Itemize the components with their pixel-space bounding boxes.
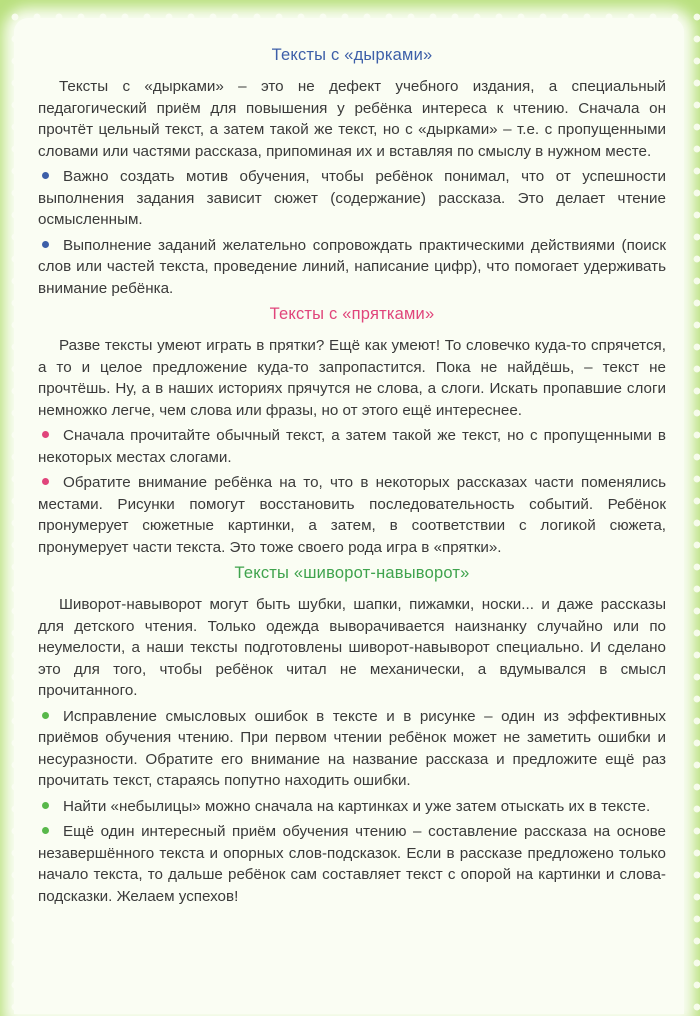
- bullet-dot-icon: [42, 431, 49, 438]
- section-topsy-turvy: [38, 562, 666, 907]
- section-title: Тексты «шиворот-навыворот»: [234, 564, 470, 582]
- section-intro: Разве тексты умеют играть в прятки? Ещё как умеют! То словечко куда-то спрячется, а то и целое предложение куда-то запропастится. Пока не найдёшь, – текст не прочтёшь. Ну, а в наших историях прячутся не слова, а слоги. Искать пропавшие слоги немножко легче, чем слова или фразы, но от этого ещё интереснее.: [38, 337, 666, 419]
- bullet-text: Ещё один интересный приём обучения чтению – составление рассказа на основе незавершённого текста и опорных слов-подсказок. Если в рассказе предложено только начало текста, то дальше ребёнок сам составляет текст с опорой на картинки и слова-подсказки. Желаем успехов!: [38, 823, 666, 905]
- bullet-item: [38, 796, 666, 818]
- bullet-text: Выполнение заданий желательно сопровождать практическими действиями (поиск слов или частей текста, проведение линий, написание цифр), что помогает удерживать внимание ребёнка.: [38, 236, 666, 297]
- bullet-dot-icon: [42, 478, 49, 485]
- bullet-dot-icon: [42, 827, 49, 834]
- section-intro: Тексты с «дырками» – это не дефект учебного издания, а специальный педагогический приём для повышения у ребёнка интереса к чтению. Сначала он прочтёт цельный текст, а затем такой же текст, но с «дырками» – т.е. с пропущенными словами или частями рассказа, припоминая их и вставляя по смыслу в нужном месте.: [38, 78, 666, 160]
- bullet-item: [38, 425, 666, 468]
- bullet-text: Важно создать мотив обучения, чтобы ребёнок понимал, что от успешности выполнения задания зависит сюжет (содержание) рассказа. Это делает чтение осмысленным.: [38, 168, 666, 228]
- section-hide-and-seek: [38, 303, 666, 558]
- section-intro: Шиворот-навыворот могут быть шубки, шапки, пижамки, носки... и даже рассказы для детского чтения. Только одежда выворачивается наизнанку случайно или по неумелости, а наши тексты подготовлены шиворот-навыворот специально. И сделано это для того, чтобы ребёнок читал не механически, а вдумывался в смысл прочитанного.: [38, 596, 666, 699]
- bullet-text: Найти «небылицы» можно сначала на картинках и уже затем отыскать их в тексте.: [63, 797, 651, 815]
- bullet-text: Сначала прочитайте обычный текст, а затем такой же текст, но с пропущенными в некоторых местах слогами.: [38, 427, 666, 466]
- bullet-item: [38, 821, 666, 907]
- bullet-dot-icon: [42, 172, 49, 179]
- section-holes: [38, 44, 666, 299]
- bullet-item: [38, 706, 666, 792]
- section-title: Тексты с «дырками»: [271, 46, 433, 64]
- bullet-dot-icon: [42, 241, 49, 248]
- bullet-item: [38, 235, 666, 300]
- bullet-text: Обратите внимание ребёнка на то, что в некоторых рассказах части поменялись местами. Рисунки помогут восстановить последовательность событий. Ребёнок пронумерует сюжетные картинки, а затем, в соответствии с логикой сюжета, пронумерует части текста. Это тоже своего рода игра в «прятки».: [38, 474, 666, 556]
- document-page: [14, 18, 684, 1014]
- bullet-dot-icon: [42, 712, 49, 719]
- bullet-item: [38, 472, 666, 558]
- bullet-item: [38, 166, 666, 231]
- section-title: Тексты с «прятками»: [269, 305, 435, 323]
- bullet-text: Исправление смысловых ошибок в тексте и в рисунке – один из эффективных приёмов обучения чтению. При первом чтении ребёнок может не заметить ошибки и несуразности. Обратите его внимание на название рассказа и предложите ещё раз прочитать текст, стараясь попутно находить ошибки.: [38, 707, 666, 789]
- bullet-dot-icon: [42, 802, 49, 809]
